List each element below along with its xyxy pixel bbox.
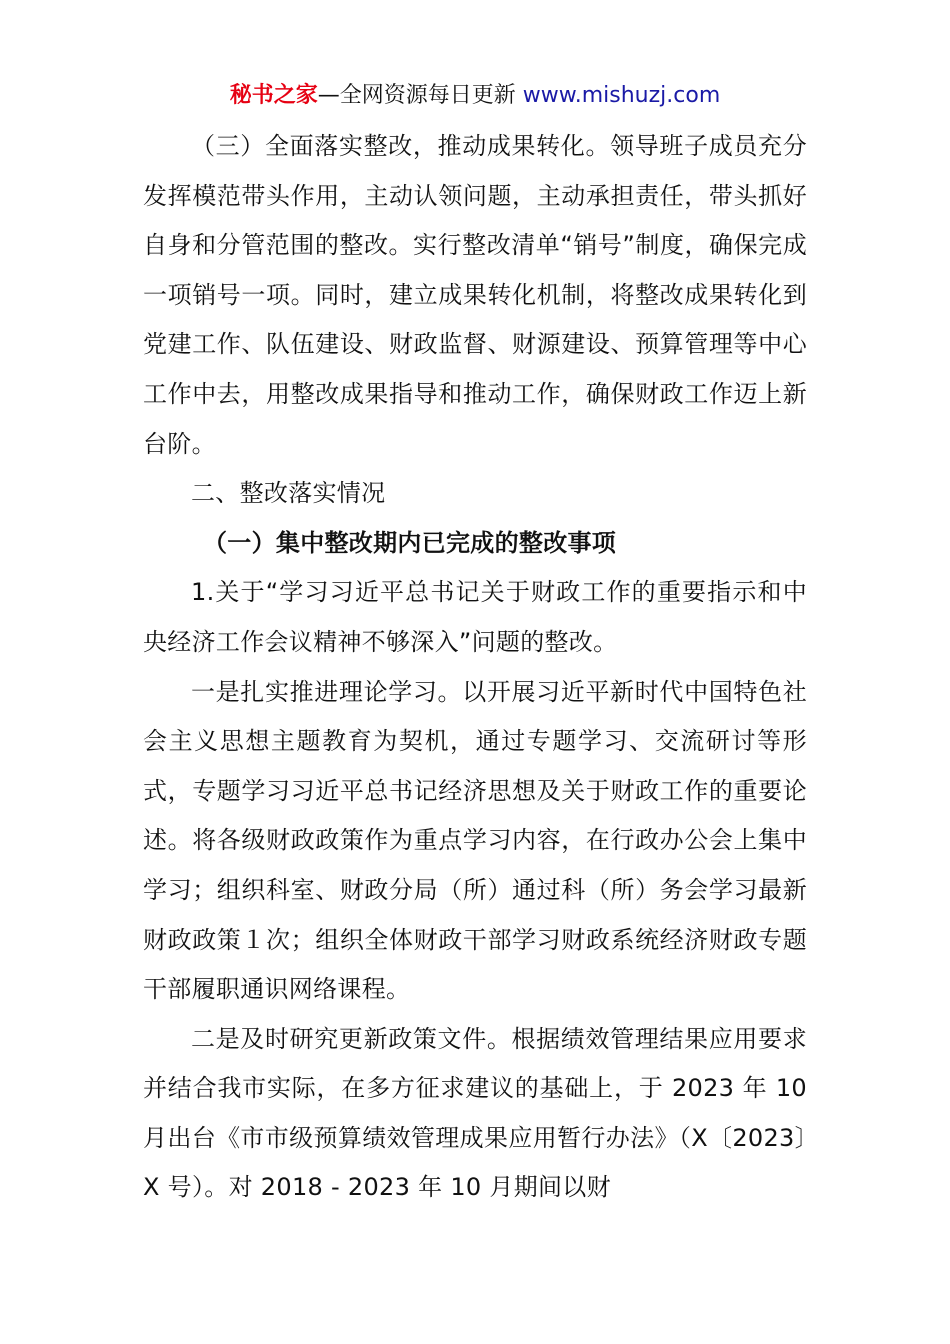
- site-url-link[interactable]: www.mishuzj.com: [522, 83, 721, 108]
- paragraph-theory-study: 一是扎实推进理论学习。以开展习近平新时代中国特色社会主义思想主题教育为契机，通过专题学习、交流研讨等形式，专题学习习近平总书记经济思想及关于财政工作的重要论述。将各级财政政策作为重点学习内容，在行政办公会上集中学习；组织科室、财政分局（所）通过科（所）务会学习最新财政政策１次；组织全体财政干部学习财政系统经济财政专题干部履职通识网络课程。: [143, 677, 807, 1004]
- page-header: [0, 80, 950, 112]
- document-body: [143, 122, 807, 1213]
- paragraph-item-1-title: 1.关于“学习习近平总书记关于财政工作的重要指示和中央经济工作会议精神不够深入”问题的整改。: [143, 578, 807, 656]
- paragraph-policy-update: 二是及时研究更新政策文件。根据绩效管理结果应用要求并结合我市实际，在多方征求建议的基础上，于 2023 年 10 月出台《市市级预算绩效管理成果应用暂行办法》（X〔2023〕X 号）。对 2018 - 2023 年 10 月期间以财: [143, 1024, 807, 1202]
- paragraph-rectification-implementation: （三）全面落实整改，推动成果转化。领导班子成员充分发挥模范带头作用，主动认领问题，主动承担责任，带头抓好自身和分管范围的整改。实行整改清单“销号”制度，确保完成一项销号一项。同时，建立成果转化机制，将整改成果转化到党建工作、队伍建设、财政监督、财源建设、预算管理等中心工作中去，用整改成果指导和推动工作，确保财政工作迈上新台阶。: [143, 132, 807, 458]
- site-tagline: —全网资源每日更新: [317, 83, 523, 108]
- section-heading-rectification-status: 二、整改落实情况: [191, 479, 386, 508]
- subsection-heading-completed-items: （一）集中整改期内已完成的整改事项: [203, 528, 617, 557]
- site-brand: 秘书之家: [229, 83, 318, 108]
